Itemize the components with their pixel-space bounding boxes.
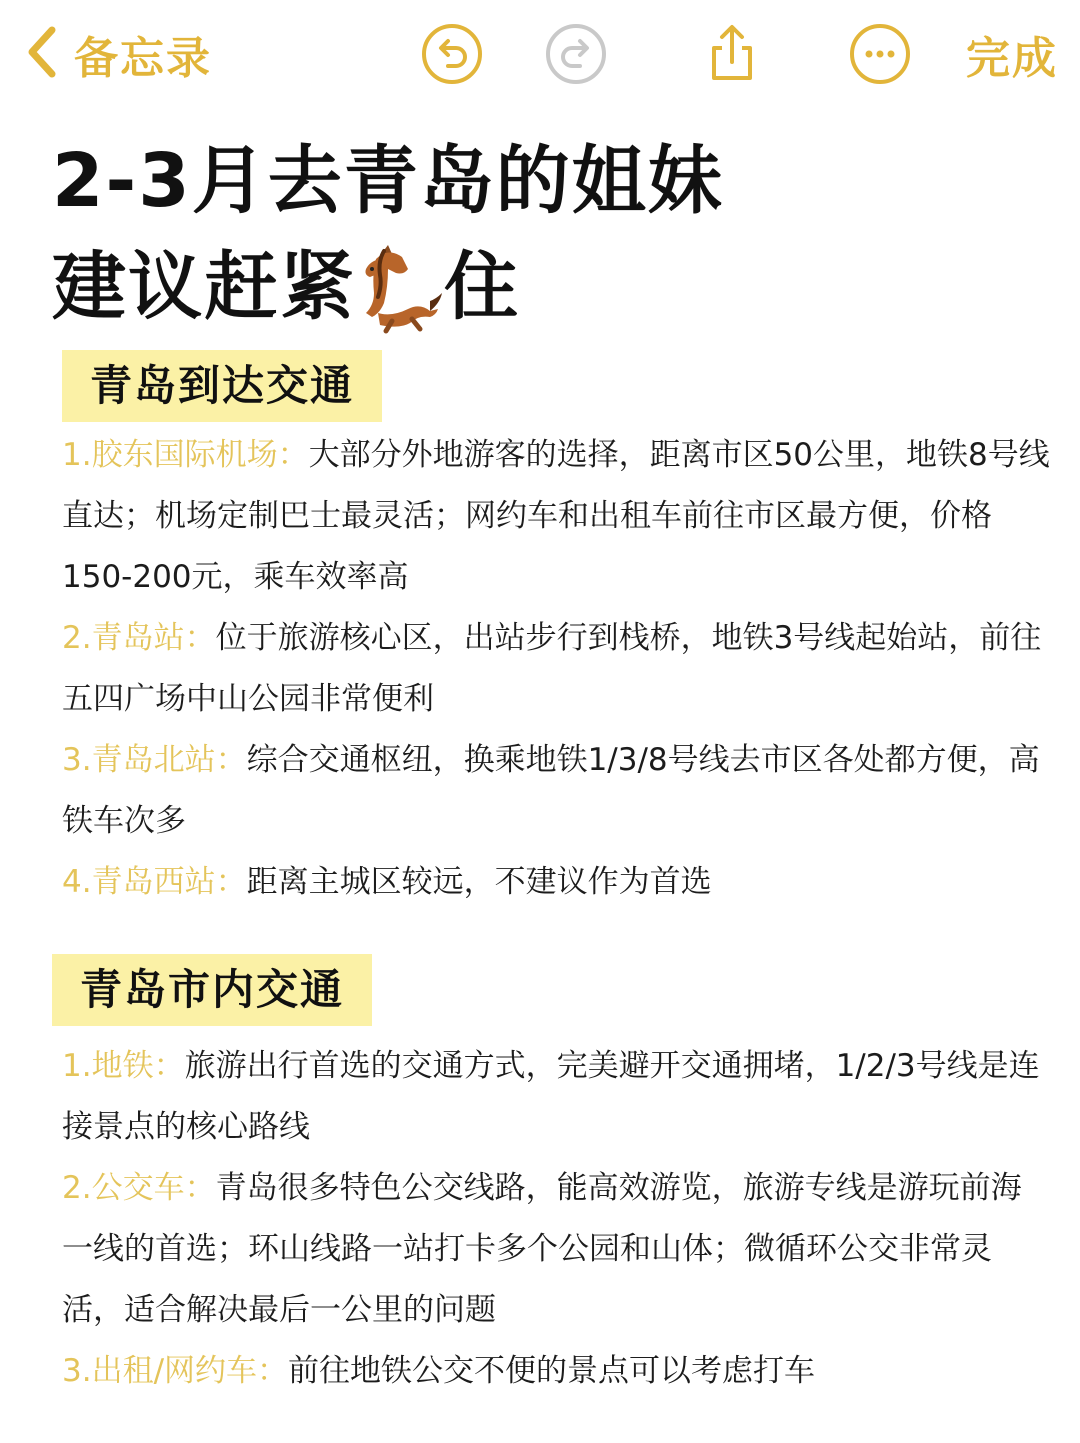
done-button[interactable]: 完成 — [966, 33, 1058, 84]
section-header-arrival: 青岛到达交通 — [62, 350, 382, 422]
item-label: 1.地铁： — [62, 1048, 185, 1084]
list-item — [62, 1158, 1052, 1341]
more-icon — [848, 71, 912, 90]
item-text: 前往地铁公交不便的景点可以考虑打车 — [288, 1353, 816, 1389]
title-text-before: 建议赶紧 — [52, 244, 356, 330]
item-label: 2.青岛站： — [62, 620, 216, 656]
back-label: 备忘录 — [74, 33, 212, 84]
item-text: 大部分外地游客的选择，距离市区50公里，地铁8号线直达；机场定制巴士最灵活；网约车和出租车前往市区最方便，价格150-200元，乘车效率高 — [62, 437, 1050, 595]
item-text: 综合交通枢纽，换乘地铁1/3/8号线去市区各处都方便，高铁车次多 — [62, 742, 1040, 839]
item-text: 青岛很多特色公交线路，能高效游览，旅游专线是游玩前海一线的首选；环山线路一站打卡多个公园和山体；微循环公交非常灵活，适合解决最后一公里的问题 — [62, 1170, 1022, 1328]
list-item — [62, 1341, 1052, 1402]
share-icon — [700, 71, 764, 90]
list-item — [62, 852, 1052, 913]
undo-button[interactable] — [420, 22, 484, 86]
item-text: 位于旅游核心区，出站步行到栈桥，地铁3号线起始站，前往五四广场中山公园非常便利 — [62, 620, 1042, 717]
list-item — [62, 425, 1052, 608]
chevron-left-icon — [22, 24, 62, 84]
title-line-1: 2-3月去青岛的姐妹 — [52, 138, 724, 224]
list-item — [62, 730, 1052, 852]
item-label: 4.青岛西站： — [62, 864, 247, 900]
arrival-list — [62, 425, 1052, 913]
list-item — [62, 608, 1052, 730]
horse-icon — [352, 239, 448, 335]
more-button[interactable] — [848, 22, 912, 86]
item-label: 3.青岛北站： — [62, 742, 247, 778]
undo-icon — [420, 71, 484, 90]
item-label: 1.胶东国际机场： — [62, 437, 309, 473]
toolbar — [0, 0, 1080, 110]
back-button[interactable] — [22, 24, 212, 84]
title-line-2 — [52, 234, 724, 340]
share-button[interactable] — [700, 22, 764, 86]
redo-icon — [544, 71, 608, 90]
item-label: 3.出租/网约车： — [62, 1353, 289, 1389]
note-title[interactable] — [52, 128, 724, 340]
redo-button[interactable] — [544, 22, 608, 86]
title-text-after: 住 — [444, 244, 520, 330]
city-list — [62, 1036, 1052, 1402]
section-header-city: 青岛市内交通 — [52, 954, 372, 1026]
list-item — [62, 1036, 1052, 1158]
item-text: 距离主城区较远，不建议作为首选 — [246, 864, 712, 900]
item-text: 旅游出行首选的交通方式，完美避开交通拥堵，1/2/3号线是连接景点的核心路线 — [62, 1048, 1040, 1145]
item-label: 2.公交车： — [62, 1170, 216, 1206]
